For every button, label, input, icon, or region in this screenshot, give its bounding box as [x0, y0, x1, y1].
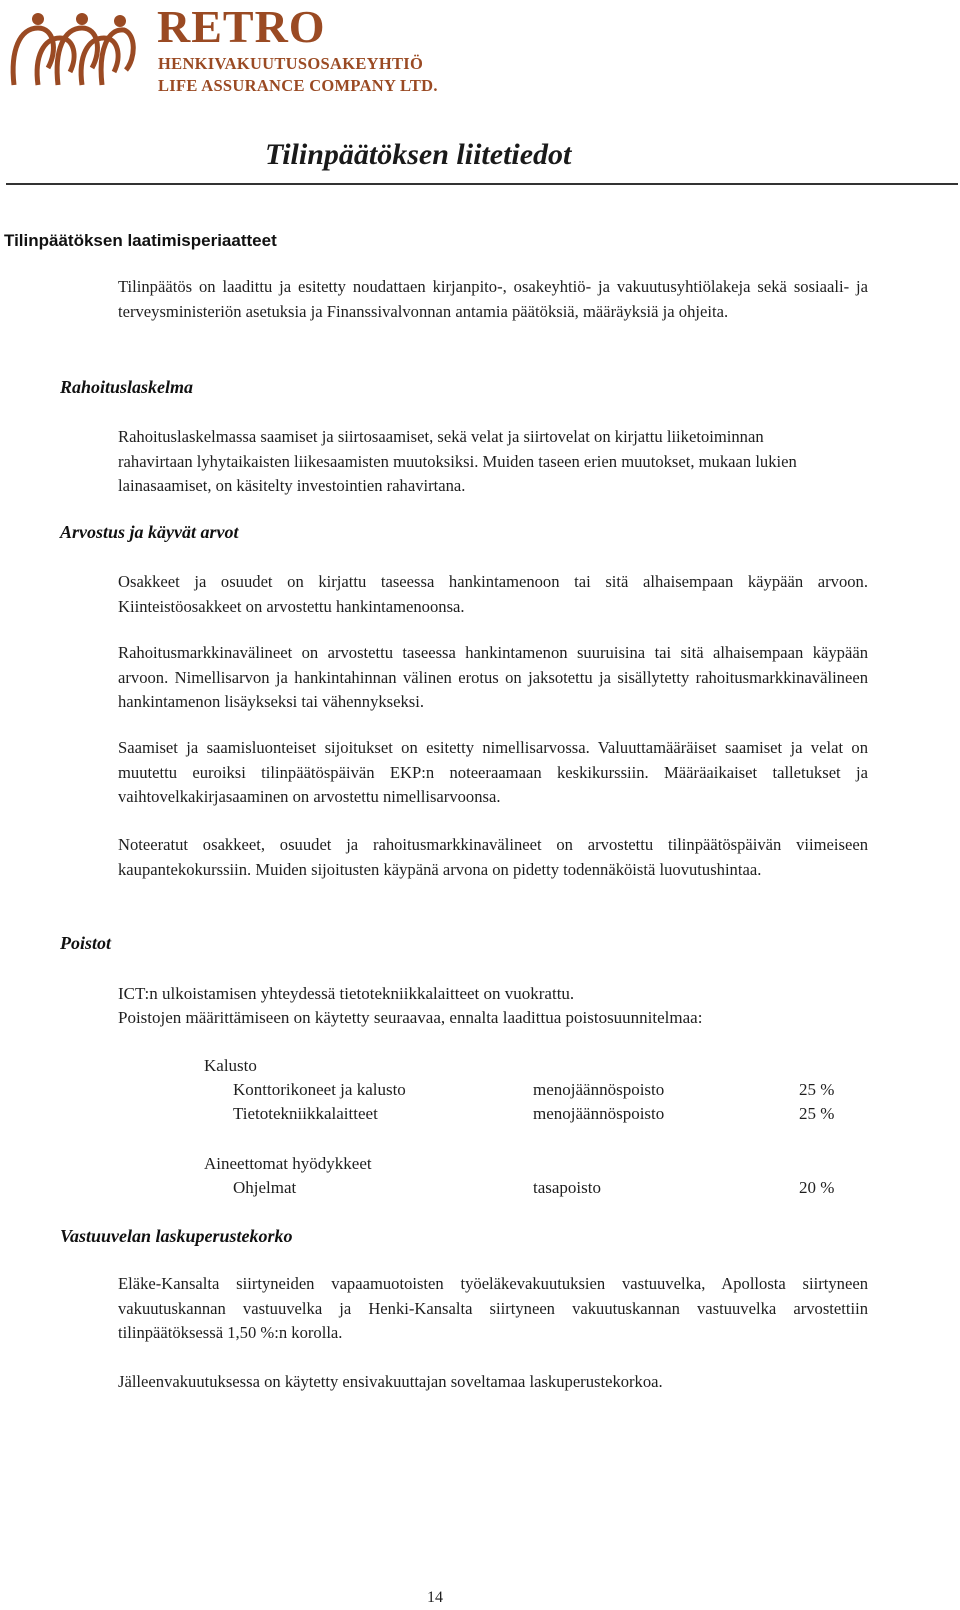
depreciation-row-rate: 25 % [799, 1104, 835, 1123]
document-title: Tilinpäätöksen liitetiedot [265, 138, 572, 171]
interest-paragraph-2: Jälleenvakuutuksessa on käytetty ensivakuuttajan soveltamaa laskuperustekorkoa. [118, 1372, 663, 1391]
cash-flow-paragraph: Rahoituslaskelmassa saamiset ja siirtosaamiset, sekä velat ja siirtovelat on kirjattu liiketoiminnan rahavirtaan lyhytaikaisten liikesaamisten muutoksiksi. Muiden taseen erien muutokset, mukaan lukien lainasaamiset, on käsitelty investointien rahavirtana. [118, 427, 797, 495]
section-heading-cash-flow: Rahoituslaskelma [60, 377, 194, 397]
valuation-paragraph-4: Noteeratut osakkeet, osuudet ja rahoitusmarkkinavälineet on arvostettu tilinpäätöspäivän viimeiseen kaupantekokurssiin. Muiden sijoitusten käypänä arvona on pidetty todennäköistä luovutushintaa. [118, 835, 868, 879]
depreciation-row-method: menojäännöspoisto [533, 1080, 665, 1099]
valuation-paragraph-3: Saamiset ja saamisluonteiset sijoitukset on esitetty nimellisarvossa. Valuuttamääräiset saamiset ja velat on muutettu euroiksi tilinpäätöspäivän EKP:n noteeraamaan keskikurssiin. Määräaikaiset talletukset ja vaihtovelkakirjasaaminen on arvostettu nimellisarvoonsa. [118, 738, 868, 806]
depreciation-group-title: Kalusto [204, 1056, 257, 1075]
depreciation-group-title: Aineettomat hyödykkeet [204, 1154, 372, 1173]
section-heading-interest: Vastuuvelan laskuperustekorko [60, 1226, 293, 1246]
section-heading-depreciation: Poistot [60, 933, 112, 953]
depreciation-row-rate: 25 % [799, 1080, 835, 1099]
depreciation-line-1: ICT:n ulkoistamisen yhteydessä tietotekniikkalaitteet on vuokrattu. [118, 984, 575, 1003]
title-divider [6, 183, 958, 185]
depreciation-row-item: Konttorikoneet ja kalusto [233, 1080, 406, 1099]
main-heading: Tilinpäätöksen laatimisperiaatteet [4, 231, 277, 250]
retro-logo-icon [8, 10, 138, 92]
section-heading-valuation: Arvostus ja käyvät arvot [60, 522, 239, 542]
depreciation-row-rate: 20 % [799, 1178, 835, 1197]
depreciation-row-item: Ohjelmat [233, 1178, 297, 1197]
depreciation-line-2: Poistojen määrittämiseen on käytetty seuraavaa, ennalta laadittua poistosuunnitelmaa: [118, 1008, 703, 1027]
brand-subtitle-en: LIFE ASSURANCE COMPANY LTD. [158, 76, 438, 95]
intro-paragraph: Tilinpäätös on laadittu ja esitetty noudattaen kirjanpito-, osakeyhtiö- ja vakuutusyhtiölakeja sekä sosiaali- ja terveysministeriön asetuksia ja Finanssivalvonnan antamia päätöksiä, määräyksiä ja ohjeita. [118, 277, 868, 321]
valuation-paragraph-1: Osakkeet ja osuudet on kirjattu taseessa hankintamenoon tai sitä alhaisempaan käypään arvoon. Kiinteistöosakkeet on arvostettu hankintamenoonsa. [118, 572, 868, 616]
brand-subtitle-fi: HENKIVAKUUTUSOSAKEYHTIÖ [158, 54, 424, 73]
interest-paragraph-1: Eläke-Kansalta siirtyneiden vapaamuotoisten työeläkevakuutuksien vastuuvelka, Apollosta siirtyneen vakuutuskannan vastuuvelka ja Henki-Kansalta siirtyneen vakuutuskannan vastuuvelka arvostettiin tilinpäätöksessä 1,50 %:n korolla. [118, 1274, 868, 1342]
valuation-paragraph-2: Rahoitusmarkkinavälineet on arvostettu taseessa hankintamenon suuruisina tai sitä alhaisempaan käypään arvoon. Nimellisarvon ja hankintahinnan välinen erotus on jaksotettu ja sisällytetty rahoitusmarkkinavälineen hankintamenon lisäykseksi tai vähennykseksi. [118, 643, 868, 711]
page-number: 14 [427, 1589, 443, 1606]
depreciation-row-item: Tietotekniikkalaitteet [233, 1104, 378, 1123]
brand-name: RETRO [157, 1, 326, 52]
depreciation-row-method: tasapoisto [533, 1178, 601, 1197]
depreciation-row-method: menojäännöspoisto [533, 1104, 665, 1123]
